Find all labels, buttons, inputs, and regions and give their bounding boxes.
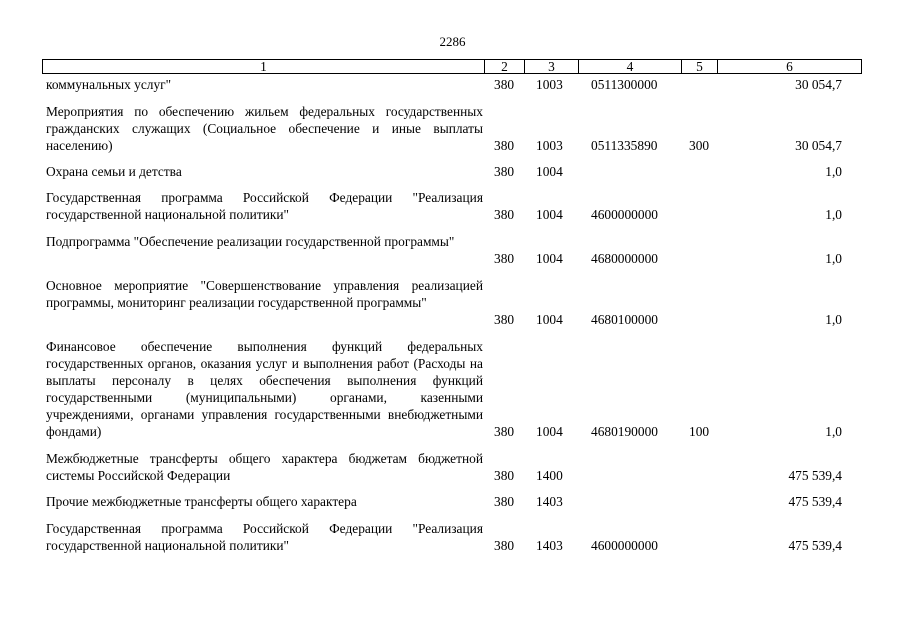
row-description: Охрана семьи и детства (46, 164, 182, 179)
row-target-code: 4680100000 (591, 312, 658, 327)
row-target-code: 4680000000 (591, 251, 658, 266)
row-description: Прочие межбюджетные трансферты общего характера (46, 494, 357, 509)
page-number: 2286 (439, 34, 466, 49)
row-description: Мероприятия по обеспечению жильем федеральных государственных гражданских служащих (Социальное обеспечение и иные выплаты населению) (46, 104, 483, 153)
row-amount: 30 054,7 (795, 77, 842, 92)
row-section-code: 1004 (536, 207, 563, 222)
row-description: коммунальных услуг" (46, 77, 172, 92)
row-target-code: 4600000000 (591, 538, 658, 553)
column-header-2: 2 (484, 59, 524, 74)
row-amount: 475 539,4 (788, 468, 842, 483)
row-section-code: 1004 (536, 424, 563, 439)
row-section-code: 1003 (536, 77, 563, 92)
row-amount: 1,0 (825, 312, 842, 327)
row-type-code: 300 (689, 138, 710, 153)
row-description: Финансовое обеспечение выполнения функций федеральных государственных органов, оказания услуг и выполнения работ (Расходы на выплаты персоналу в целях обеспечения выполнения функций государственными (муниципальными) органами, казенными учреждениями, органами управления государственными внебюджетными фондами) (46, 339, 483, 439)
row-admin-code: 380 (494, 207, 515, 222)
row-amount: 475 539,4 (788, 538, 842, 553)
column-header-3: 3 (524, 59, 578, 74)
row-amount: 30 054,7 (795, 138, 842, 153)
row-admin-code: 380 (494, 251, 515, 266)
row-target-code: 0511335890 (591, 138, 658, 153)
column-header-5: 5 (681, 59, 717, 74)
column-header-6: 6 (717, 59, 862, 74)
column-header-1: 1 (42, 59, 484, 74)
row-section-code: 1003 (536, 138, 563, 153)
row-admin-code: 380 (494, 494, 515, 509)
row-section-code: 1004 (536, 164, 563, 179)
row-admin-code: 380 (494, 77, 515, 92)
row-admin-code: 380 (494, 538, 515, 553)
column-header-4: 4 (578, 59, 681, 74)
row-section-code: 1403 (536, 494, 563, 509)
row-amount: 1,0 (825, 207, 842, 222)
row-description: Основное мероприятие "Совершенствование управления реализацией программы, мониторинг реализации государственной программы" (46, 278, 483, 310)
row-admin-code: 380 (494, 138, 515, 153)
row-admin-code: 380 (494, 468, 515, 483)
row-section-code: 1403 (536, 538, 563, 553)
row-description: Государственная программа Российской Федерации "Реализация государственной национальной политики" (46, 190, 483, 222)
row-target-code: 0511300000 (591, 77, 658, 92)
row-admin-code: 380 (494, 164, 515, 179)
row-type-code: 100 (689, 424, 710, 439)
row-amount: 1,0 (825, 251, 842, 266)
row-section-code: 1400 (536, 468, 563, 483)
row-admin-code: 380 (494, 312, 515, 327)
row-section-code: 1004 (536, 312, 563, 327)
row-description: Межбюджетные трансферты общего характера бюджетам бюджетной системы Российской Федерации (46, 451, 483, 483)
row-section-code: 1004 (536, 251, 563, 266)
row-description: Государственная программа Российской Федерации "Реализация государственной национальной политики" (46, 521, 483, 553)
row-description: Подпрограмма "Обеспечение реализации государственной программы" (46, 234, 455, 249)
row-target-code: 4680190000 (591, 424, 658, 439)
row-amount: 1,0 (825, 424, 842, 439)
row-amount: 475 539,4 (788, 494, 842, 509)
row-target-code: 4600000000 (591, 207, 658, 222)
row-amount: 1,0 (825, 164, 842, 179)
row-admin-code: 380 (494, 424, 515, 439)
